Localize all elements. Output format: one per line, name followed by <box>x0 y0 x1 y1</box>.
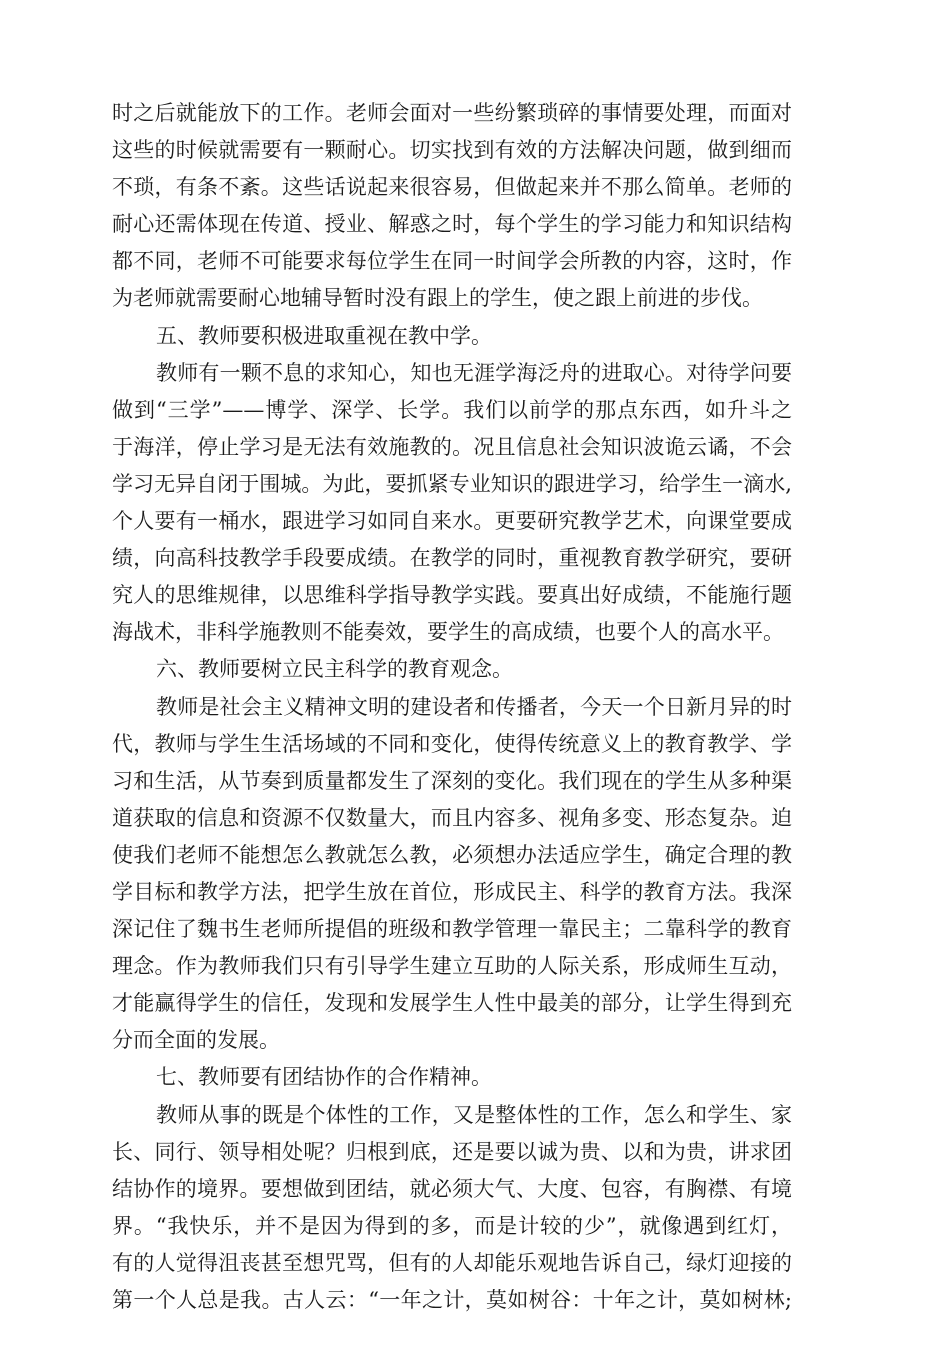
text-line: 于海洋，停止学习是无法有效施教的。况且信息社会知识波诡云谲，不会 <box>112 434 792 459</box>
section-heading: 六、教师要树立民主科学的教育观念。 <box>156 657 513 682</box>
text-line: 究人的思维规律，以思维科学指导教学实践。要真出好成绩，不能施行题 <box>112 583 792 608</box>
text-line: 有的人觉得沮丧甚至想咒骂，但有的人却能乐观地告诉自己，绿灯迎接的 <box>112 1250 792 1275</box>
text-line: 第一个人总是我。古人云：“一年之计，莫如树谷：十年之计，莫如树林; <box>112 1288 792 1312</box>
text-line: 都不同，老师不可能要求每位学生在同一时间学会所教的内容，这时，作 <box>112 249 792 274</box>
body-text <box>112 95 792 1319</box>
text-line: 结协作的境界。要想做到团结，就必须大气、大度、包容，有胸襟、有境 <box>112 1176 792 1201</box>
text-line: 使我们老师不能想怎么教就怎么教，必须想办法适应学生，确定合理的教 <box>112 842 792 867</box>
section-heading: 七、教师要有团结协作的合作精神。 <box>156 1065 492 1090</box>
text-line: 界。“我快乐，并不是因为得到的多，而是计较的少”，就像遇到红灯， <box>112 1213 792 1238</box>
text-line: 学目标和教学方法，把学生放在首位，形成民主、科学的教育方法。我深 <box>112 879 792 904</box>
text-line: 不琐，有条不紊。这些话说起来很容易，但做起来并不那么简单。老师的 <box>112 175 792 200</box>
text-line: 绩，向高科技教学手段要成绩。在教学的同时，重视教育教学研究，要研 <box>112 546 792 571</box>
text-line: 理念。作为教师我们只有引导学生建立互助的人际关系，形成师生互动， <box>112 954 792 979</box>
text-line: 深记住了魏书生老师所提倡的班级和教学管理一靠民主；二靠科学的教育 <box>112 917 792 942</box>
text-line: 耐心还需体现在传道、授业、解惑之时，每个学生的学习能力和知识结构 <box>112 212 792 237</box>
text-line: 习和生活，从节奏到质量都发生了深刻的变化。我们现在的学生从多种渠 <box>112 768 792 793</box>
text-line: 时之后就能放下的工作。老师会面对一些纷繁琐碎的事情要处理，而面对 <box>112 101 792 125</box>
text-line: 教师是社会主义精神文明的建设者和传播者，今天一个日新月异的时 <box>156 694 792 719</box>
text-line: 道获取的信息和资源不仅数量大，而且内容多、视角多变、形态复杂。迫 <box>112 805 792 830</box>
text-line: 个人要有一桶水，跟进学习如同自来水。更要研究教学艺术，向课堂要成 <box>112 509 792 534</box>
text-line: 代，教师与学生生活场域的不同和变化，使得传统意义上的教育教学、学 <box>112 731 792 756</box>
text-line: 这些的时候就需要有一颗耐心。切实找到有效的方法解决问题，做到细而 <box>112 138 792 163</box>
text-line: 学习无异自闭于围城。为此，要抓紧专业知识的跟进学习，给学生一滴水, <box>112 471 792 496</box>
text-line: 分而全面的发展。 <box>112 1028 280 1053</box>
text-line: 教师有一颗不息的求知心，知也无涯学海泛舟的进取心。对待学问要 <box>156 360 792 385</box>
text-line: 做到“三学”——博学、深学、长学。我们以前学的那点东西，如升斗之 <box>112 397 792 422</box>
text-line: 才能赢得学生的信任，发现和发展学生人性中最美的部分，让学生得到充 <box>112 991 792 1016</box>
text-line: 教师从事的既是个体性的工作，又是整体性的工作，怎么和学生、家 <box>156 1102 792 1127</box>
text-line: 海战术，非科学施教则不能奏效，要学生的高成绩，也要个人的高水平。 <box>112 620 784 645</box>
text-line: 长、同行、领导相处呢？归根到底，还是要以诚为贵、以和为贵，讲求团 <box>112 1139 792 1164</box>
text-line: 为老师就需要耐心地辅导暂时没有跟上的学生，使之跟上前进的步伐。 <box>112 286 763 311</box>
section-heading: 五、教师要积极进取重视在教中学。 <box>156 323 492 348</box>
